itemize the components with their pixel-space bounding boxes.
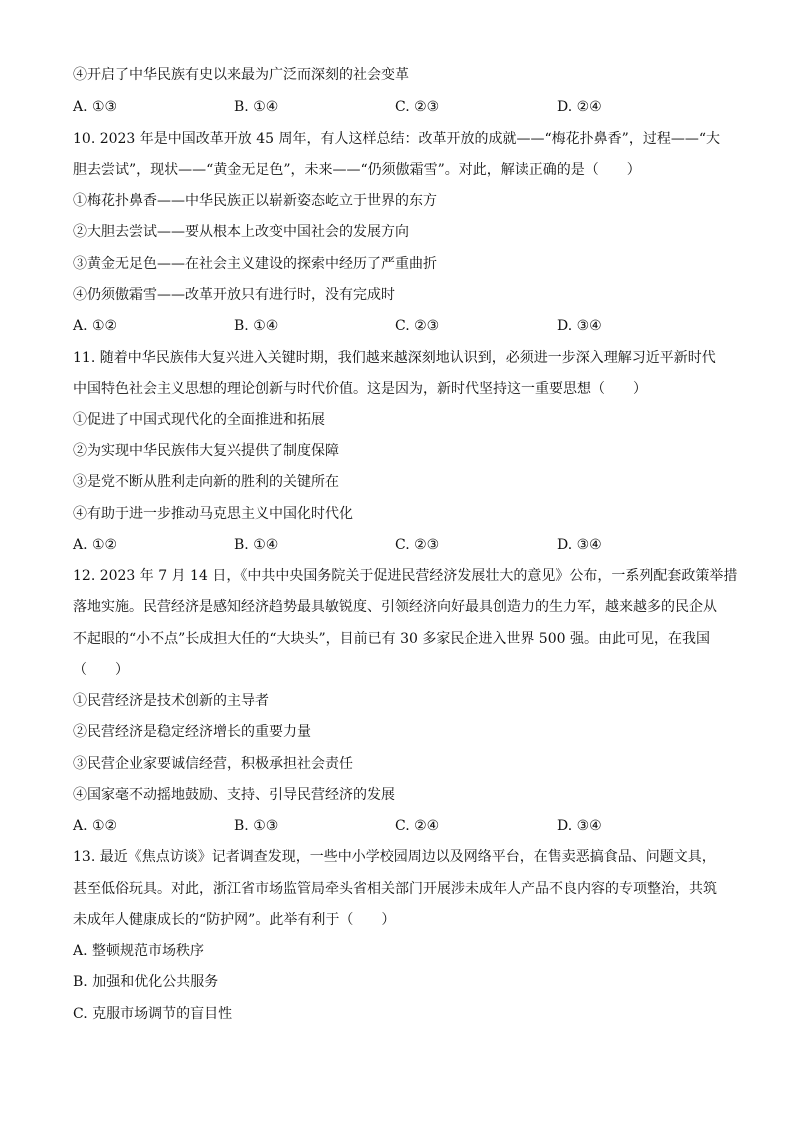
q11-stem-line-2: 中国特色社会主义思想的理论创新与时代价值。这是因为，新时代坚持这一重要思想（ ） — [73, 381, 647, 397]
q9-item-4: ④开启了中华民族有史以来最为广泛而深刻的社会变革 — [73, 67, 409, 83]
q10-item-3: ③黄金无足色——在社会主义建设的探索中经历了严重曲折 — [73, 256, 437, 272]
q13-choice-a: A. 整顿规范市场秩序 — [73, 943, 205, 959]
q9-options — [73, 97, 733, 117]
q12-stem-line-1: 12. 2023 年 7 月 14 日，《中共中央国务院关于促进民营经济发展壮大的意见》公布，一系列配套政策举措 — [73, 568, 738, 584]
q10-option-b: B. ①④ — [234, 318, 279, 334]
q13-choice-c: C. 克服市场调节的盲目性 — [73, 1006, 233, 1022]
q10-option-d: D. ③④ — [557, 318, 602, 334]
q11-option-b: B. ①④ — [234, 537, 279, 553]
q12-options — [73, 816, 733, 836]
q10-item-2: ②大胆去尝试——要从根本上改变中国社会的发展方向 — [73, 224, 409, 240]
q12-stem-line-3: 不起眼的“小不点”长成担大任的“大块头”，目前已有 30 多家民企进入世界 500 强。由此可见，在我国 — [73, 631, 710, 647]
q10-options — [73, 316, 733, 336]
q11-option-d: D. ③④ — [557, 537, 602, 553]
q12-stem-line-4: （ ） — [73, 662, 129, 678]
q10-stem-line-1: 10. 2023 年是中国改革开放 45 周年，有人这样总结：改革开放的成就——“梅花扑鼻香”，过程——“大 — [73, 131, 720, 147]
q13-choice-b: B. 加强和优化公共服务 — [73, 974, 219, 990]
q11-item-2: ②为实现中华民族伟大复兴提供了制度保障 — [73, 443, 339, 459]
q12-option-c: C. ②④ — [395, 818, 440, 834]
q9-option-b: B. ①④ — [234, 99, 279, 115]
q12-item-1: ①民营经济是技术创新的主导者 — [73, 693, 269, 709]
q9-option-c: C. ②③ — [395, 99, 440, 115]
q13-stem-line-2: 甚至低俗玩具。对此，浙江省市场监管局牵头省相关部门开展涉未成年人产品不良内容的专项整治，共筑 — [73, 881, 717, 897]
q10-stem-line-2: 胆去尝试”，现状——“黄金无足色”，未来——“仍须傲霜雪”。对此，解读正确的是（ ） — [73, 162, 641, 178]
q9-option-a: A. ①③ — [73, 99, 118, 115]
q12-item-2: ②民营经济是稳定经济增长的重要力量 — [73, 724, 311, 740]
q13-stem-line-1: 13. 最近《焦点访谈》记者调查发现，一些中小学校园周边以及网络平台，在售卖恶搞食品、问题文具， — [73, 849, 716, 865]
q12-option-b: B. ①③ — [234, 818, 279, 834]
q11-options — [73, 535, 733, 555]
q12-option-a: A. ①② — [73, 818, 118, 834]
q10-item-1: ①梅花扑鼻香——中华民族正以崭新姿态屹立于世界的东方 — [73, 193, 437, 209]
q12-stem-line-2: 落地实施。民营经济是感知经济趋势最具敏锐度、引领经济向好最具创造力的生力军，越来越多的民企从 — [73, 599, 717, 615]
q11-option-c: C. ②③ — [395, 537, 440, 553]
q11-item-3: ③是党不断从胜利走向新的胜利的关键所在 — [73, 474, 339, 490]
q10-item-4: ④仍须傲霜雪——改革开放只有进行时，没有完成时 — [73, 287, 395, 303]
q12-option-d: D. ③④ — [557, 818, 602, 834]
q11-item-4: ④有助于进一步推动马克思主义中国化时代化 — [73, 506, 353, 522]
q11-stem-line-1: 11. 随着中华民族伟大复兴进入关键时期，我们越来越深刻地认识到，必须进一步深入理解习近平新时代 — [73, 350, 716, 366]
q10-option-a: A. ①② — [73, 318, 118, 334]
q9-option-d: D. ②④ — [557, 99, 602, 115]
q13-stem-line-3: 未成年人健康成长的“防护网”。此举有利于（ ） — [73, 912, 396, 928]
q11-option-a: A. ①② — [73, 537, 118, 553]
q12-item-4: ④国家毫不动摇地鼓励、支持、引导民营经济的发展 — [73, 787, 395, 803]
q10-option-c: C. ②③ — [395, 318, 440, 334]
q12-item-3: ③民营企业家要诚信经营，积极承担社会责任 — [73, 756, 353, 772]
q11-item-1: ①促进了中国式现代化的全面推进和拓展 — [73, 412, 325, 428]
